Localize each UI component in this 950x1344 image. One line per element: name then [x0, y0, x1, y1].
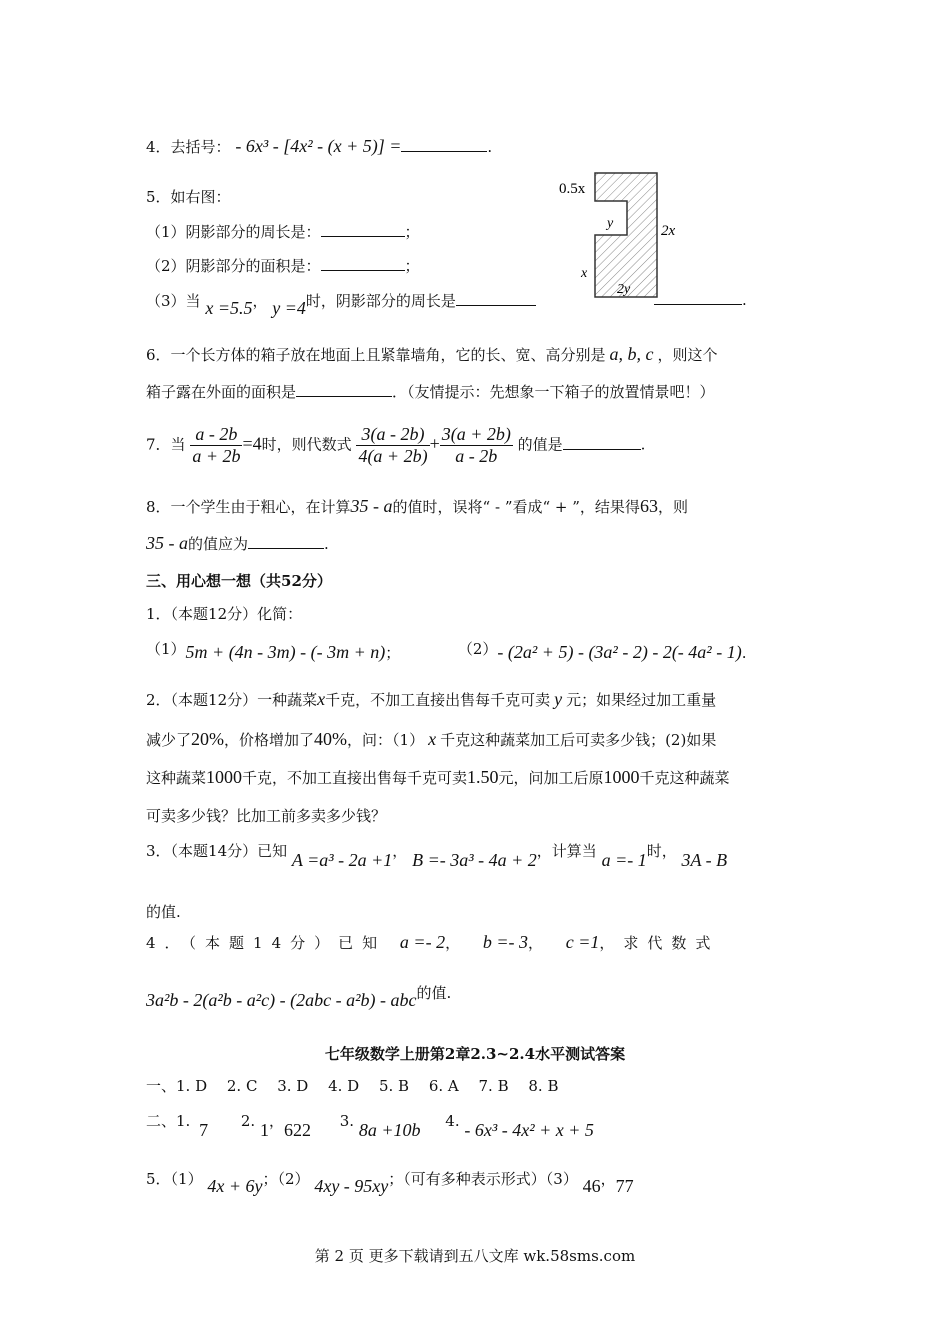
fraction-term-1: $\frac{3(a - 2b)}{4(a + 2b)}$	[358, 424, 428, 466]
problem-3: 3．（本题14分）已知 A =a³ - 2a +1， B =- 3a³ - 4a + 2，计算当 a =- 1时， 3A - B	[146, 842, 728, 870]
question-8-line-1: 8．一个学生由于粗心，在计算35 - a的值时，误将“ - ”看成“ + ”，结果得63，则	[146, 496, 688, 516]
question-5-part-3: （3）当 x =5.5， y =4时，阴影部分的周长是	[146, 290, 536, 311]
label-0-5x: 0.5x	[559, 181, 586, 197]
q4-expression: - 6x³ - [4x² - (x + 5)] =	[235, 136, 402, 156]
problem-2-line-1: 2．（本题12分）一种蔬菜x千克，不加工直接出售每千克可卖 y 元；如果经过加工重量	[146, 689, 717, 709]
question-8-line-2: 35 - a的值应为 .	[146, 533, 329, 553]
label-y: y	[607, 216, 614, 231]
question-5-part-1: （1）阴影部分的周长是： ；	[146, 223, 420, 241]
problem-1-title: 1．（本题12分）化简：	[146, 605, 303, 623]
answer-blank	[563, 435, 641, 450]
answers-row-3: 5．（1） 4x + 6y；（2） 4xy - 95xy；（可有多种表示形式）（3） 46，77	[146, 1170, 634, 1196]
question-6-line-1: 6．一个长方体的箱子放在地面上且紧靠墙角，它的长、宽、高分别是 a, b, c ，则这个	[146, 344, 718, 364]
answers-row-1: 一、1. D 2. C 3. D 4. D 5. B 6. A 7. B 8. B	[146, 1077, 559, 1095]
label-2x: 2x	[661, 223, 676, 239]
shaded-figure	[555, 165, 695, 305]
answers-row-2: 二、1. 7 2. 1，622 3. 8a +10b 4. - 6x³ - 4x² + x + 5	[146, 1112, 594, 1140]
problem-1-parts: （1）5m + (4n - 3m) - (- 3m + n)； （2）- (2a² + 5) - (3a² - 2) - 2(- 4a² - 1).	[146, 640, 747, 662]
problem-4-line-1: 4．（本题14分）已知 a =- 2， b =- 3， c =1，求代数式	[146, 932, 720, 952]
fraction-condition: $\frac{a - 2b}{a + 2b}$	[192, 424, 241, 466]
answer-blank	[401, 137, 487, 152]
question-7: 7．当 $\frac{a - 2b}{a + 2b}$ =4时，则代数式 $\frac{3(a - 2b)}{4(a + 2b)}$ + $\frac{3(a + 2b)}{a - 2b}$ 的值是 .	[146, 424, 646, 466]
question-4: 4．去括号： - 6x³ - [4x² - (x + 5)] = .	[146, 136, 493, 156]
label-x: x	[581, 266, 588, 281]
page-footer: 第 2 页 更多下载请到五八文库 wk.58sms.com	[314, 1247, 636, 1265]
problem-2-line-3: 这种蔬菜1000千克，不加工直接出售每千克可卖1.50元，问加工后原1000千克这种蔬菜	[146, 767, 730, 787]
question-5-label: 5．如右图：	[146, 188, 231, 206]
problem-4-line-2: 3a²b - 2(a²b - a²c) - (2abc - a²b) - abc的值.	[146, 984, 452, 1010]
answers-title: 七年级数学上册第2章2.3~2.4水平测试答案	[324, 1045, 626, 1063]
answer-blank	[248, 534, 324, 549]
question-5-part-2: （2）阴影部分的面积是： ；	[146, 257, 420, 275]
answer-blank	[456, 291, 536, 306]
question-6-line-2: 箱子露在外面的面积是 ．（友情提示：先想象一下箱子的放置情景吧！）	[146, 383, 715, 401]
problem-2-line-4: 可卖多少钱？比加工前多卖多少钱？	[146, 807, 387, 825]
answer-blank	[296, 382, 392, 397]
problem-2-line-2: 减少了20%，价格增加了40%，问：（1） x 千克这种蔬菜加工后可卖多少钱；(2)如果	[146, 729, 717, 749]
section-3-title: 三、用心想一想（共52分）	[146, 572, 332, 590]
label-2y: 2y	[617, 282, 631, 297]
question-5-part-3-tail: .	[654, 290, 747, 309]
fraction-term-2: $\frac{3(a + 2b)}{a - 2b}$	[441, 424, 511, 466]
answer-blank	[321, 222, 405, 237]
answer-blank	[321, 256, 405, 271]
problem-3-line-2: 的值.	[146, 903, 181, 921]
